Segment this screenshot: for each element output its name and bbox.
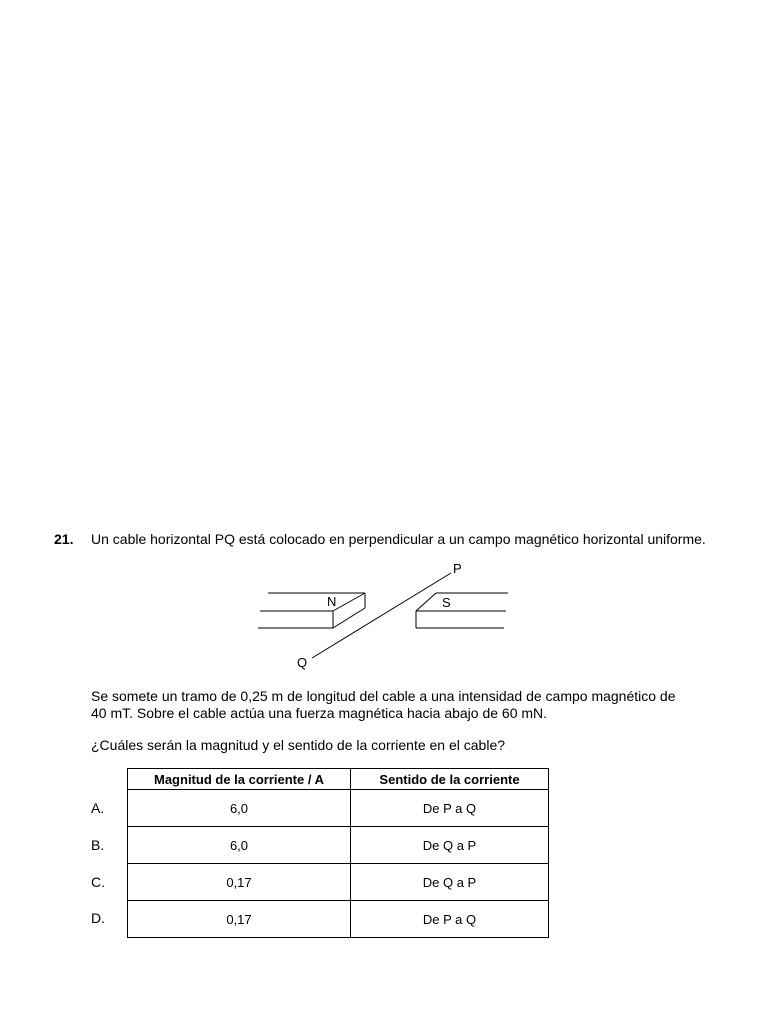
n-magnet-bottom-right-edge xyxy=(333,608,365,628)
option-letter-a: A. xyxy=(91,800,105,816)
cell-direction: De Q a P xyxy=(351,827,549,864)
option-letter-c: C. xyxy=(91,874,105,890)
table-row xyxy=(128,901,549,938)
option-letter-d: D. xyxy=(91,910,105,926)
label-q: Q xyxy=(297,655,308,670)
answer-table xyxy=(127,768,549,938)
table-row xyxy=(128,790,549,827)
cell-direction: De P a Q xyxy=(351,790,549,827)
table-row xyxy=(128,864,549,901)
table-row xyxy=(128,827,549,864)
cell-direction: De P a Q xyxy=(351,901,549,938)
cell-magnitude: 6,0 xyxy=(128,827,351,864)
question-number: 21. xyxy=(54,531,74,547)
cell-magnitude: 6,0 xyxy=(128,790,351,827)
question-prompt: ¿Cuáles serán la magnitud y el sentido de la corriente en el cable? xyxy=(91,737,506,753)
question-stem: Un cable horizontal PQ está colocado en perpendicular a un campo magnético horizontal uniforme. xyxy=(91,531,706,547)
cell-magnitude: 0,17 xyxy=(128,901,351,938)
header-magnitude: Magnitud de la corriente / A xyxy=(128,769,351,790)
header-direction: Sentido de la corriente xyxy=(351,769,549,790)
label-n: N xyxy=(327,594,337,609)
cell-magnitude: 0,17 xyxy=(128,864,351,901)
label-p: P xyxy=(453,561,462,576)
s-magnet-top-left-edge xyxy=(416,593,436,611)
n-magnet-top-right-edge xyxy=(333,593,365,611)
paragraph-line-2: 40 mT. Sobre el cable actúa una fuerza magnética hacia abajo de 60 mN. xyxy=(91,705,548,721)
table-header-row xyxy=(128,769,549,790)
option-letter-b: B. xyxy=(91,837,105,853)
cell-direction: De Q a P xyxy=(351,864,549,901)
label-s: S xyxy=(442,595,451,610)
paragraph-line-1: Se somete un tramo de 0,25 m de longitud del cable a una intensidad de campo magnético de xyxy=(91,688,676,704)
